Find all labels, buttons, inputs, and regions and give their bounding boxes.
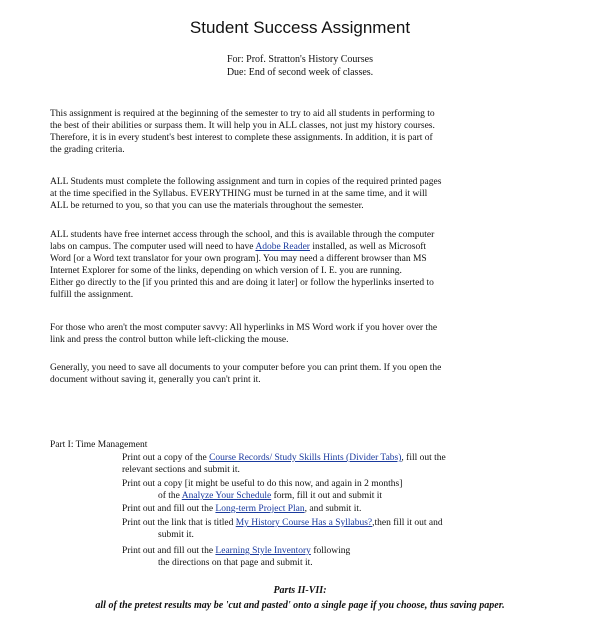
parts-note: all of the pretest results may be 'cut and pasted' onto a single page if you choose, thus saving paper. <box>95 600 505 611</box>
saving-tip-paragraph <box>50 362 550 386</box>
task-syllabus: Print out the link that is titled My History Course Has a Syllabus?,then fill it out and <box>122 518 443 528</box>
internet-line: Word [or a Word text translator for your own program]. You may need a different browser than MS <box>50 254 427 264</box>
hyperlink-tip-line: For those who aren't the most computer savvy: All hyperlinks in MS Word work if you hover over the <box>50 323 438 333</box>
course-line: For: Prof. Stratton's History Courses <box>227 54 373 65</box>
project-plan-link[interactable]: Long-term Project Plan <box>215 504 305 514</box>
internet-line: labs on campus. The computer used will need to have Adobe Reader installed, as well as Microsoft <box>50 242 427 252</box>
due-line: Due: End of second week of classes. <box>226 67 374 78</box>
syllabus-link[interactable]: My History Course Has a Syllabus? <box>235 518 373 528</box>
task-course-records: Print out a copy of the Course Records/ Study Skills Hints (Divider Tabs), fill out the <box>122 453 446 463</box>
task-analyze-schedule: Print out a copy [it might be useful to do this now, and again in 2 months] <box>122 479 403 489</box>
internet-line: Internet Explorer for some of the links, depending on which version of I. E. you are running. <box>50 266 402 276</box>
saving-tip-line: document without saving it, generally you can't print it. <box>50 375 261 385</box>
analyze-schedule-link[interactable]: Analyze Your Schedule <box>181 491 272 501</box>
adobe-reader-link[interactable]: Adobe Reader <box>255 242 310 252</box>
page-title: Student Success Assignment <box>189 18 411 37</box>
internet-line: fulfill the assignment. <box>50 290 134 300</box>
intro-line: the grading criteria. <box>50 145 125 155</box>
task-learning-style-cont: the directions on that page and submit it. <box>158 558 313 568</box>
course-info <box>0 53 600 79</box>
intro-line: the best of their abilities or surpass them. It will help you in ALL classes, not just my history courses. <box>50 121 435 131</box>
hyperlink-tip-paragraph <box>50 322 550 346</box>
requirements-line: at the time specified in the Syllabus. EVERYTHING must be turned in at the same time, and it will <box>50 189 428 199</box>
task-analyze-schedule-cont: of the Analyze Your Schedule form, fill it out and submit it <box>158 491 383 501</box>
requirements-paragraph <box>50 176 550 212</box>
learning-style-link[interactable]: Learning Style Inventory <box>215 546 311 556</box>
saving-tip-line: Generally, you need to save all documents to your computer before you can print them. If you open the <box>50 363 442 373</box>
intro-paragraph <box>50 108 550 156</box>
task-learning-style: Print out and fill out the Learning Style Inventory following <box>122 546 351 556</box>
task-syllabus-cont: submit it. <box>158 530 194 540</box>
internet-paragraph <box>50 229 550 301</box>
course-records-link[interactable]: Course Records/ Study Skills Hints (Divider Tabs) <box>209 453 402 463</box>
parts-title: Parts II-VII: <box>273 585 327 596</box>
intro-line: This assignment is required at the beginning of the semester to try to aid all students in performing to <box>50 109 435 119</box>
internet-line: ALL students have free internet access through the school, and this is available through the computer <box>50 230 435 240</box>
requirements-line: ALL be returned to you, so that you can use the materials throughout the semester. <box>50 201 364 211</box>
task-project-plan: Print out and fill out the Long-term Project Plan, and submit it. <box>122 504 362 514</box>
internet-line: Either go directly to the [if you printed this and are doing it later] or follow the hyperlinks inserted to <box>50 278 434 288</box>
intro-line: Therefore, it is in every student's best interest to complete these assignments. In addition, it is part of <box>50 133 433 143</box>
requirements-line: ALL Students must complete the following assignment and turn in copies of the required printed pages <box>50 177 442 187</box>
part-one-title: Part I: Time Management <box>50 440 148 450</box>
hyperlink-tip-line: link and press the control button while left-clicking the mouse. <box>50 335 289 345</box>
task-course-records-cont: relevant sections and submit it. <box>122 465 240 475</box>
